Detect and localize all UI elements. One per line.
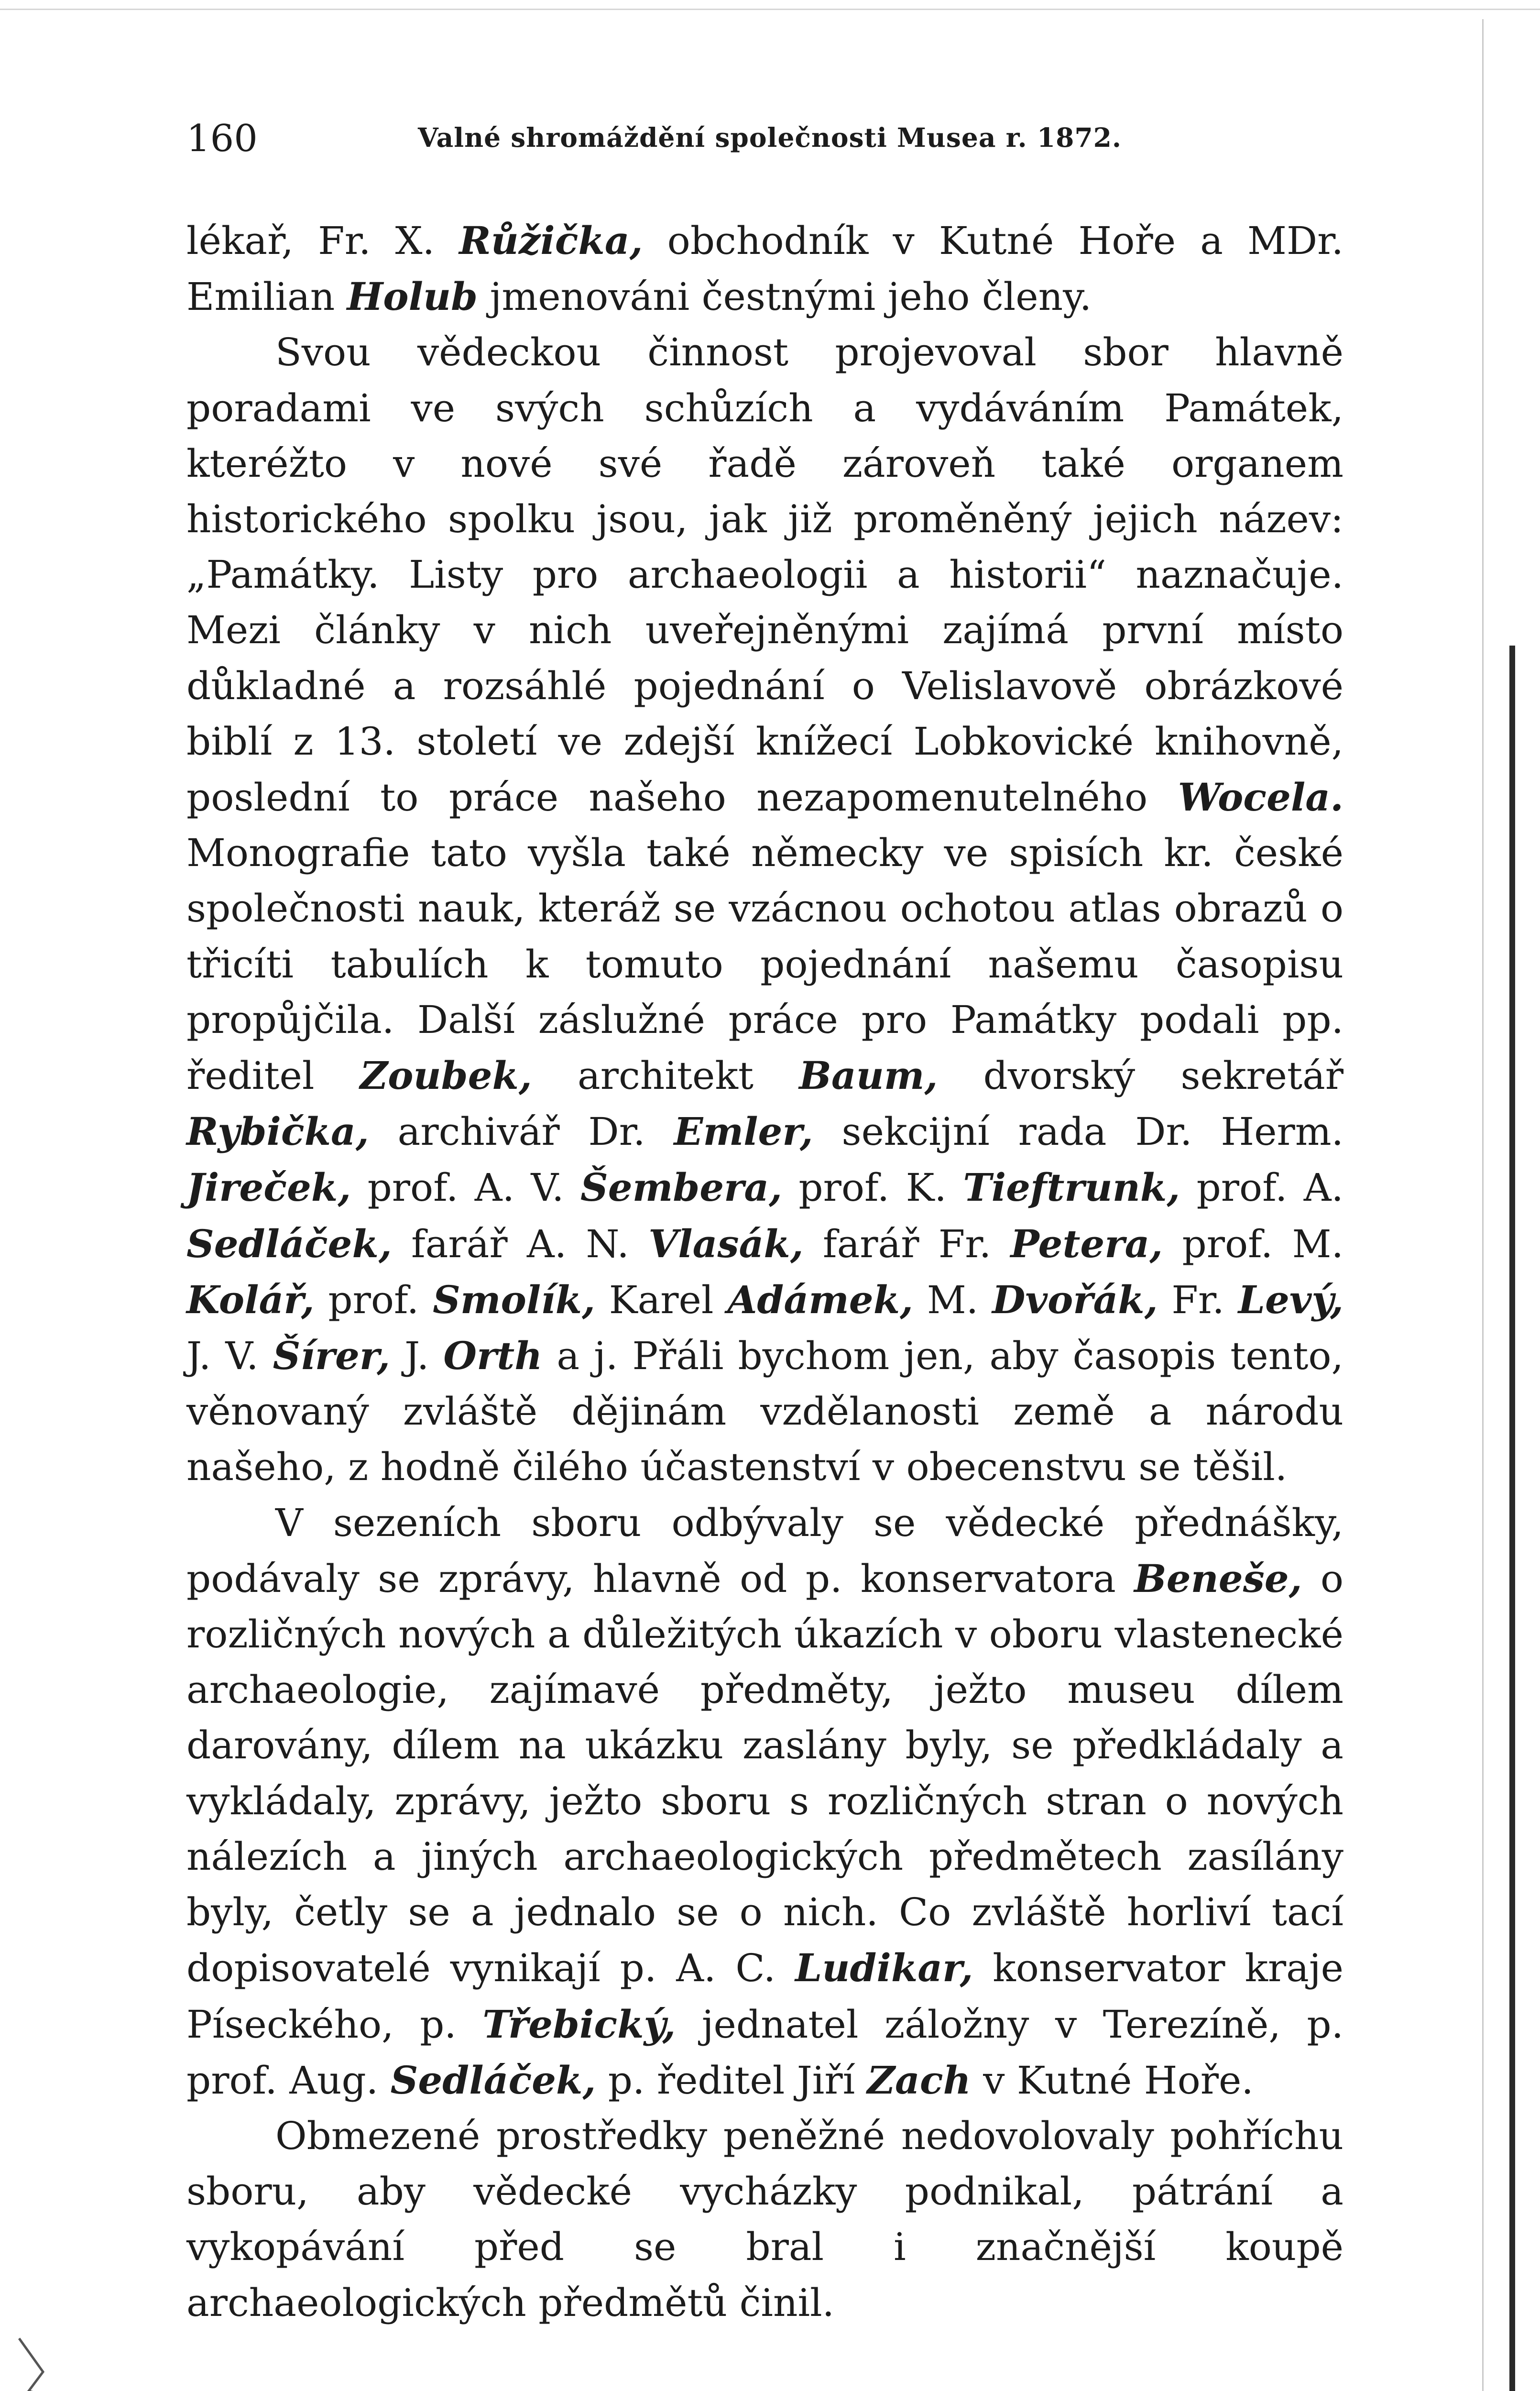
page-binding-edge — [1509, 646, 1515, 2391]
person-name: Petera, — [1010, 1221, 1163, 1266]
text-run: Fr. — [1158, 1277, 1238, 1322]
text-run: konservator kraje Píseckého, p. — [186, 1946, 1344, 2047]
text-run: prof. M. — [1163, 1221, 1343, 1266]
page-header — [186, 110, 1343, 163]
person-name: Wocela. — [1178, 775, 1343, 820]
corner-mark-icon — [14, 2334, 72, 2391]
text-run: prof. A. V. — [351, 1165, 581, 1210]
text-run: J. V. — [186, 1334, 273, 1379]
person-name: Baum, — [799, 1053, 938, 1098]
text-run: obchodník v Kutné Hoře a MDr. Emilian — [186, 219, 1343, 319]
text-run: J. — [390, 1334, 444, 1379]
body-text — [186, 213, 1343, 2331]
person-name: Dvořák, — [992, 1277, 1158, 1322]
text-run: prof. — [314, 1277, 433, 1322]
person-name: Rybička, — [186, 1109, 369, 1154]
text-run: v Kutné Hoře. — [971, 2058, 1254, 2103]
paragraph — [186, 325, 1343, 1495]
person-name: Tieftrunk, — [963, 1165, 1180, 1210]
person-name: Jireček, — [186, 1165, 351, 1210]
person-name: Růžička, — [459, 218, 643, 263]
text-run: Obmezené prostředky peněžné nedovolovaly pohříchu sboru, aby vědecké vycházky podnikal, pátrání a vykopávání před se bral i značnější koupě archaeologických předmětů činil. — [186, 2113, 1343, 2325]
person-name: Beneše, — [1134, 1556, 1302, 1601]
text-run: Svou vědeckou činnost projevoval sbor hlavně poradami ve svých schůzích a vydáváním Památek, kteréžto v nové své řadě zároveň také organem historického spolku jsou, jak již proměněný jejich název: „Památky. Listy pro archaeologii a historii“ naznačuje. Mezi články v nich uveřejněnými zajímá první místo důkladné a rozsáhlé pojednání o Velislavově obrázkové biblí z 13. století ve zdejší knížecí Lobkovické knihovně, poslední to práce našeho nezapomenutelného — [186, 330, 1343, 820]
person-name: Vlasák, — [648, 1221, 804, 1266]
text-run: V sezeních sboru odbývaly se vědecké přednášky, podávaly se zprávy, hlavně od p. konservatora — [186, 1500, 1343, 1601]
page-top-edge — [0, 9, 1540, 10]
text-run: a j. Přáli bychom jen, aby časopis tento, věnovaný zvláště dějinám vzdělanosti země a národu našeho, z hodně čilého účastenství v obecenstvu se těšil. — [186, 1334, 1343, 1490]
person-name: Zach — [867, 2057, 971, 2103]
text-run: dvorský sekretář — [938, 1053, 1344, 1098]
text-run: farář A. N. — [392, 1221, 649, 1266]
page-number: 160 — [186, 117, 258, 160]
text-run: M. — [913, 1277, 993, 1322]
text-run: jednatel záložny v Terezíně, p. prof. Aug. — [186, 2002, 1343, 2103]
person-name: Sedláček, — [390, 2057, 596, 2103]
text-run: o rozličných nových a důležitých úkazích v oboru vlastenecké archaeologie, zajímavé předměty, ježto museu dílem darovány, dílem na ukázku zaslány byly, se předkládaly a vykládaly, zprávy, ježto sboru s rozličných stran o nových nálezích a jiných archaeologických předmětech zasílány byly, četly se a jednalo se o nich. Co zvláště horliví tací dopisovatelé vynikají p. A. C. — [186, 1556, 1343, 1991]
text-run: prof. A. — [1180, 1165, 1343, 1210]
text-run: Monografie tato vyšla také německy ve spisích kr. české společnosti nauk, kteráž se vzácnou ochotou atlas obrazů o třicíti tabulích k tomuto pojednání našemu časopisu propůjčila. Další záslužné práce pro Památky podali pp. ředitel — [186, 831, 1343, 1098]
text-run: archivář Dr. — [369, 1109, 674, 1154]
page-fold-line — [1482, 19, 1484, 2391]
running-title: Valné shromáždění společnosti Musea r. 1872. — [418, 122, 1122, 153]
person-name: Šembera, — [580, 1165, 783, 1210]
paragraph — [186, 1495, 1343, 2108]
text-run: lékař, Fr. X. — [186, 219, 459, 263]
person-name: Kolář, — [186, 1277, 315, 1322]
text-run: architekt — [532, 1053, 799, 1098]
text-run: farář Fr. — [803, 1221, 1011, 1266]
text-run: Karel — [595, 1277, 728, 1322]
person-name: Smolík, — [433, 1277, 595, 1322]
text-run: sekcijní rada Dr. Herm. — [813, 1109, 1344, 1154]
person-name: Třebický, — [482, 2001, 676, 2047]
text-run: p. ředitel Jiří — [596, 2058, 867, 2103]
person-name: Levý, — [1238, 1277, 1344, 1322]
person-name: Šírer, — [273, 1333, 391, 1379]
person-name: Zoubek, — [360, 1053, 532, 1098]
paragraph — [186, 2108, 1343, 2331]
person-name: Holub — [347, 274, 478, 319]
person-name: Sedláček, — [186, 1221, 392, 1266]
person-name: Emler, — [674, 1109, 813, 1154]
paragraph — [186, 213, 1343, 325]
text-run: jmenováni čestnými jeho členy. — [478, 274, 1092, 319]
person-name: Adámek, — [727, 1277, 913, 1322]
person-name: Orth — [443, 1333, 543, 1379]
text-run: prof. K. — [782, 1165, 963, 1210]
person-name: Ludikar, — [795, 1945, 973, 1991]
